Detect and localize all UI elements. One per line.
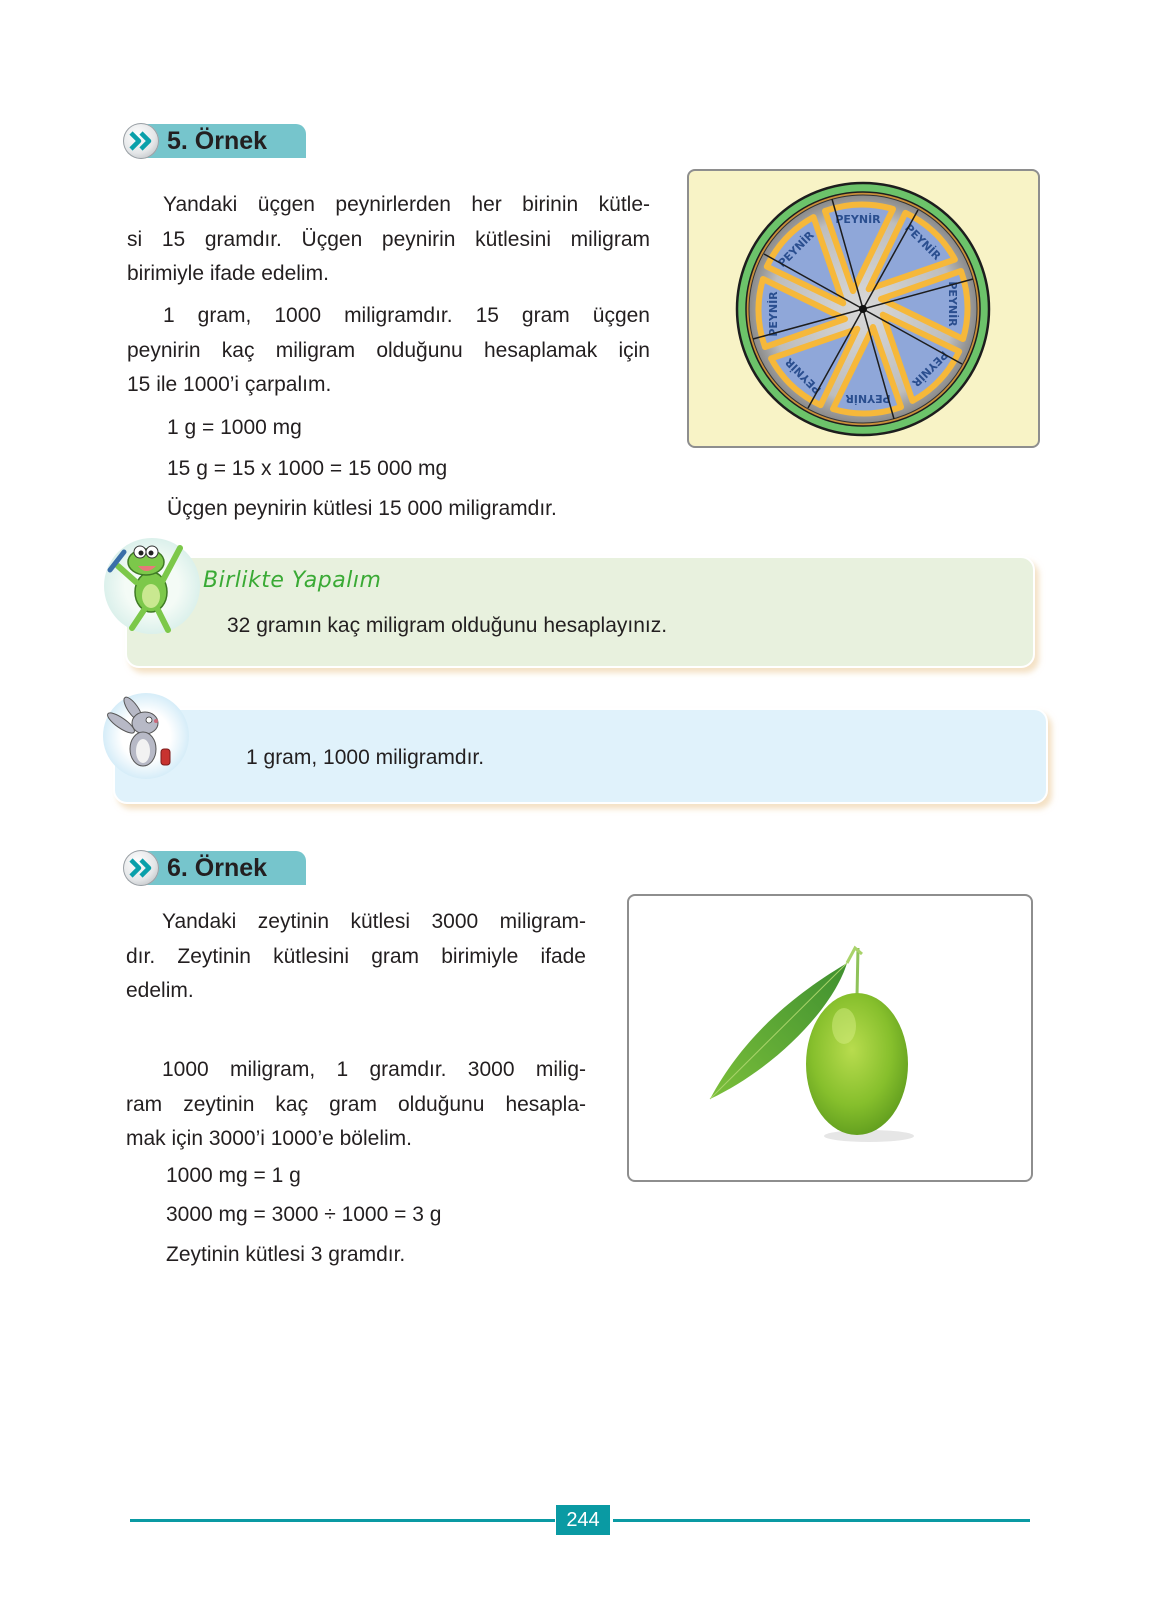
example-6-paragraph-2: 1000 miligram, 1 gramdır. 3000 milig- ram zeytinin kaç gram olduğunu hesapla- mak için 3000’i 1000’e bölelim. <box>126 1058 586 1150</box>
cheese-image-frame <box>687 169 1040 448</box>
info-note-text: 1 gram, 1000 miligramdır. <box>246 746 485 769</box>
page-number: 244 <box>556 1505 610 1535</box>
example-5-title: 5. Örnek <box>167 127 268 155</box>
olive-image <box>629 896 1031 1180</box>
svg-text:PEYNİR: PEYNİR <box>835 213 881 226</box>
example-5-equation-2: 15 g = 15 x 1000 = 15 000 mg <box>167 457 448 480</box>
example-6-conclusion: Zeytinin kütlesi 3 gramdır. <box>166 1243 406 1266</box>
footer-rule-right <box>613 1519 1030 1522</box>
example-5-paragraph-1: Yandaki üçgen peynirlerden her birinin kütle- si 15 gramdır. Üçgen peynirin kütlesini miligram birimiyle ifade edelim. <box>127 193 650 285</box>
example-5-paragraph-2: 1 gram, 1000 miligramdır. 15 gram üçgen peynirin kaç miligram olduğunu hesaplamak için 15 ile 1000’i çarpalım. <box>127 304 650 396</box>
double-chevron-icon <box>123 123 159 159</box>
frog-mascot-icon <box>104 538 200 634</box>
example-6-paragraph-1: Yandaki zeytinin kütlesi 3000 miligram- dır. Zeytinin kütlesini gram birimiyle ifade edelim. <box>126 910 586 1002</box>
example-5-conclusion: Üçgen peynirin kütlesi 15 000 miligramdır. <box>167 497 557 520</box>
example-6-heading <box>123 851 313 885</box>
rabbit-mascot-icon <box>103 693 189 779</box>
footer-rule-left <box>130 1519 555 1522</box>
example-5-heading <box>123 124 313 158</box>
birlikte-yapalim-title: Birlikte Yapalım <box>203 568 382 593</box>
cheese-wheel-image <box>689 171 1038 446</box>
birlikte-yapalim-text: 32 gramın kaç miligram olduğunu hesaplayınız. <box>227 614 668 637</box>
example-5-equation-1: 1 g = 1000 mg <box>167 416 302 439</box>
double-chevron-icon <box>123 850 159 886</box>
example-6-equation-2: 3000 mg = 3000 ÷ 1000 = 3 g <box>166 1203 442 1226</box>
example-6-equation-1: 1000 mg = 1 g <box>166 1164 301 1187</box>
example-6-title: 6. Örnek <box>167 854 268 882</box>
olive-image-frame <box>627 894 1033 1182</box>
